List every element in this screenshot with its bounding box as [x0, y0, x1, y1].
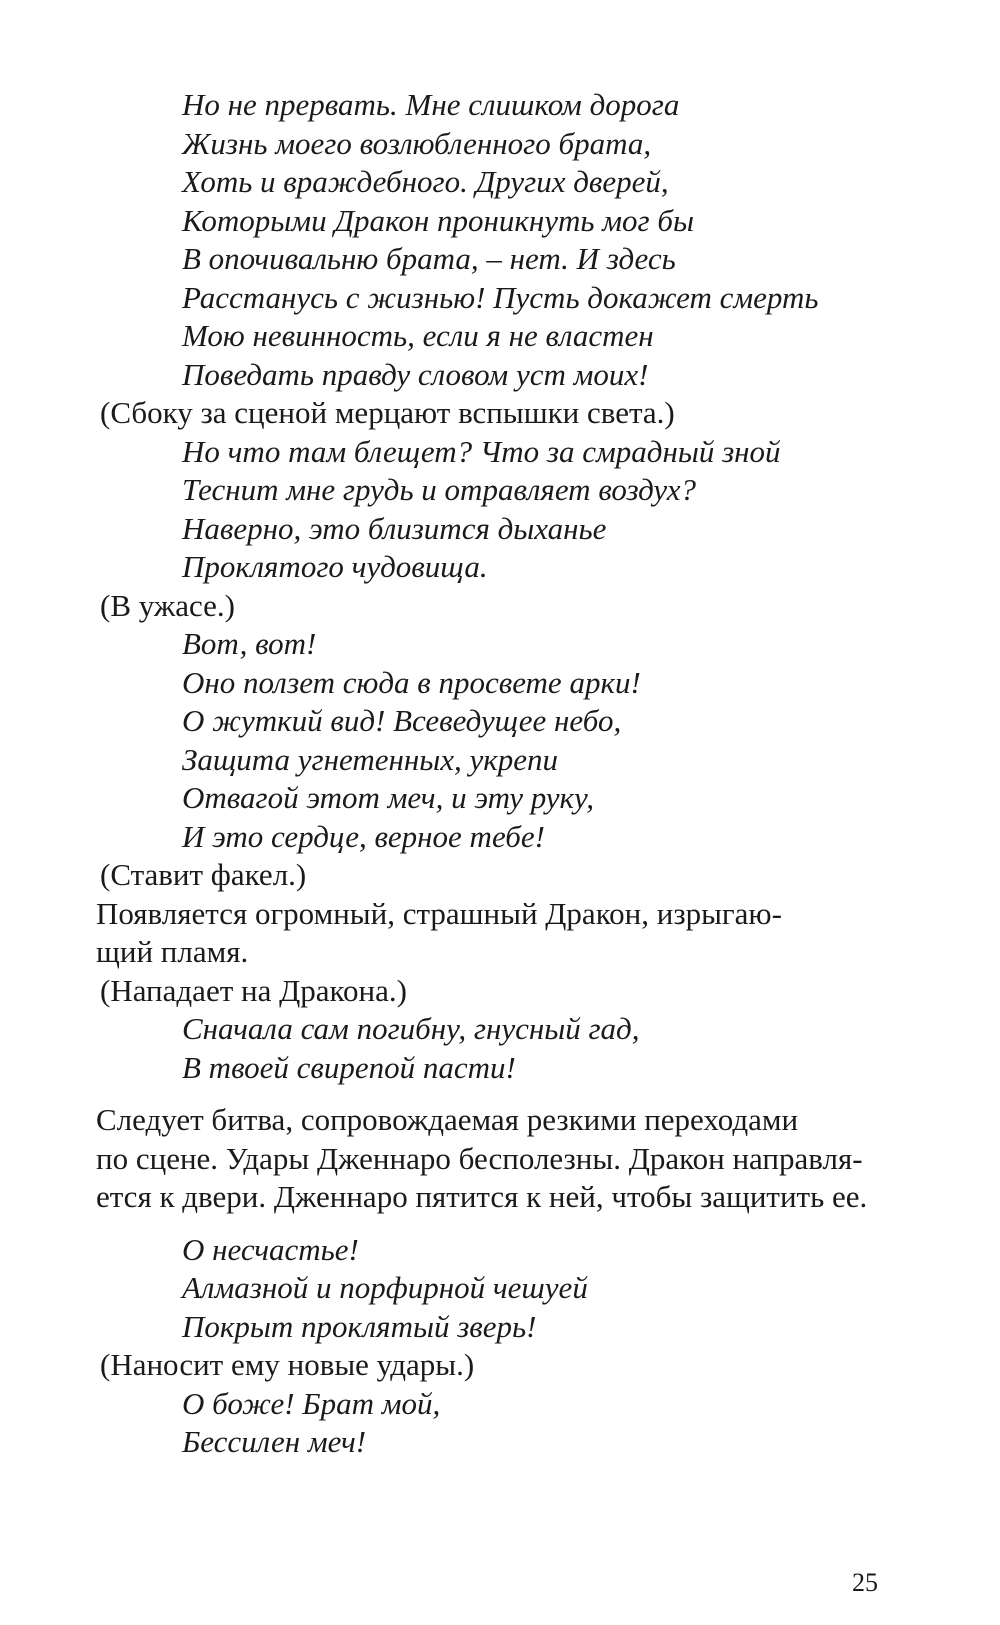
- verse-line: Поведать правду словом уст моих!: [182, 356, 649, 392]
- verse-line: О боже! Брат мой,: [182, 1385, 441, 1421]
- page-number: 25: [852, 1568, 878, 1597]
- verse-line: В опочивальню брата, – нет. И здесь: [182, 241, 676, 276]
- verse-line: Защита угнетенных, укрепи: [182, 741, 559, 777]
- prose-line: Появляется огромный, страшный Дракон, изрыгаю-: [96, 895, 782, 931]
- verse-line: Оно ползет сюда в просвете арки!: [182, 664, 641, 700]
- verse-line: Расстанусь с жизнью! Пусть докажет смерть: [182, 279, 819, 315]
- stage-direction: (Наносит ему новые удары.): [100, 1347, 475, 1382]
- verse-line: И это сердце, верное тебе!: [182, 818, 545, 854]
- stage-direction: (Нападает на Дракона.): [100, 972, 407, 1008]
- stage-direction: (Ставит факел.): [100, 857, 307, 892]
- verse-line: О несчастье!: [182, 1231, 359, 1267]
- prose-line: по сцене. Удары Дженнаро бесполезны. Дракон направля-: [96, 1140, 863, 1176]
- verse-line: Мою невинность, если я не властен: [182, 318, 654, 353]
- paragraph-gap: [96, 1217, 886, 1231]
- verse-line: О жуткий вид! Всеведущее небо,: [182, 703, 622, 738]
- paragraph-gap: [96, 1087, 886, 1101]
- verse-line: Хоть и враждебного. Других дверей,: [182, 164, 669, 199]
- verse-line: Вот, вот!: [182, 626, 317, 661]
- verse-line: Проклятого чудовища.: [182, 549, 488, 584]
- verse-line: В твоей свирепой пасти!: [182, 1049, 516, 1085]
- verse-line: Отвагой этот меч, и эту руку,: [182, 780, 595, 815]
- verse-line: Но что там блещет? Что за смрадный зной: [182, 433, 781, 469]
- stage-direction: (Сбоку за сценой мерцают вспышки света.): [100, 395, 675, 430]
- prose-line: ется к двери. Дженнаро пятится к ней, чтобы защитить ее.: [96, 1179, 868, 1214]
- prose-line: Следует битва, сопровождаемая резкими переходами: [96, 1102, 799, 1137]
- verse-line: Покрыт проклятый зверь!: [182, 1308, 537, 1344]
- prose-line: щий пламя.: [96, 934, 249, 969]
- verse-line: Жизнь моего возлюбленного брата,: [182, 125, 652, 161]
- stage-direction: (В ужасе.): [100, 587, 235, 623]
- verse-line: Но не прервать. Мне слишком дорога: [182, 87, 680, 122]
- verse-line: Наверно, это близится дыханье: [182, 510, 607, 546]
- verse-line: Бессилен меч!: [182, 1424, 367, 1459]
- verse-line: Которыми Дракон проникнуть мог бы: [182, 202, 694, 238]
- verse-line: Алмазной и порфирной чешуей: [182, 1270, 588, 1305]
- verse-line: Теснит мне грудь и отравляет воздух?: [182, 472, 697, 507]
- verse-line: Сначала сам погибну, гнусный гад,: [182, 1011, 640, 1046]
- page-text: [96, 86, 886, 1462]
